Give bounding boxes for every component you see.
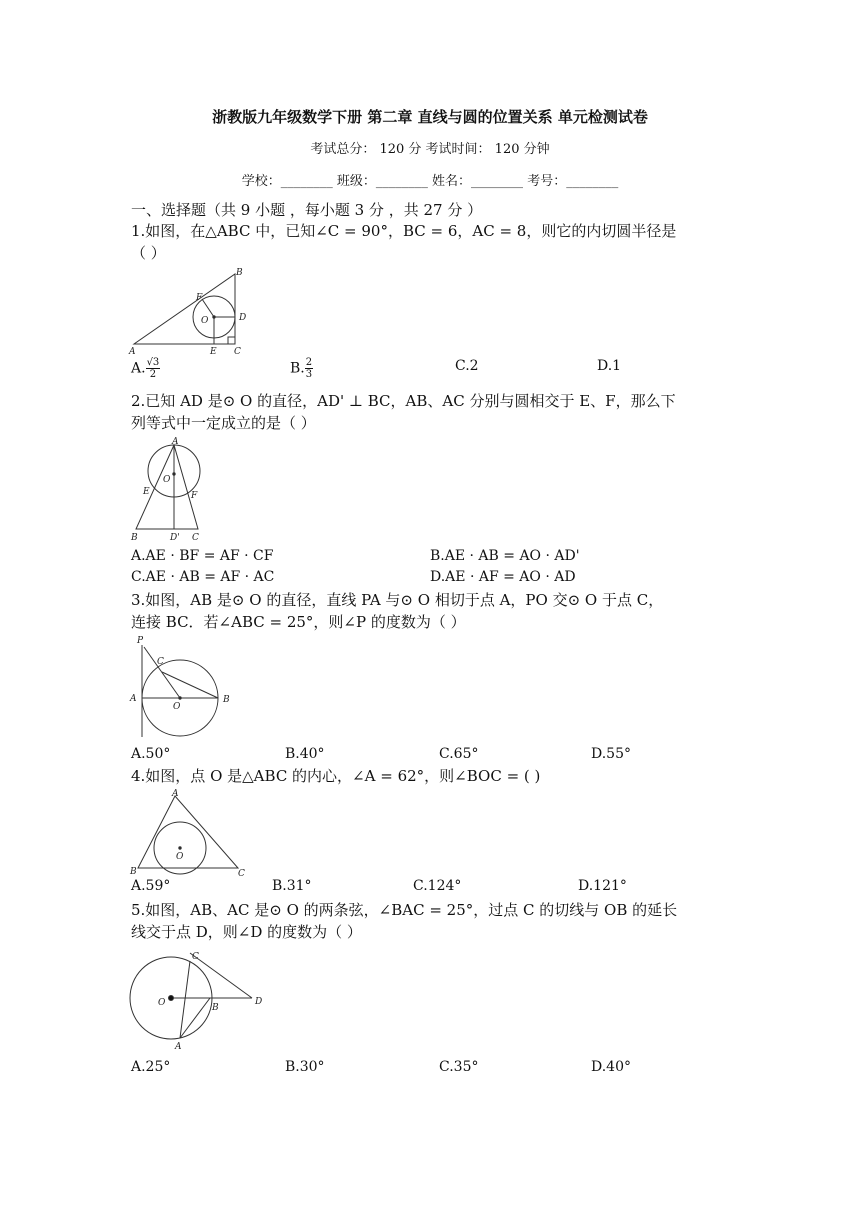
question-2-line-2: 列等式中一定成立的是（ ） [131,414,316,432]
question-1-option-b: B. $\frac{2}{3}$ [290,357,313,380]
question-1-option-d: D.1 [597,358,622,374]
question-5-option-d: D.40° [591,1059,631,1075]
question-3-line-1: 3.如图，AB 是⊙ O 的直径，直线 PA 与⊙ O 相切于点 A，PO 交⊙ O 于点 C， [131,591,664,609]
question-1-line-2: （ ） [131,244,166,262]
q1-label-b: B [236,268,243,278]
question-3-option-b: B.40° [285,746,325,762]
q4-label-c: C [238,869,245,878]
q4-label-o: O [176,852,184,862]
q3-label-p: P [137,636,144,646]
q2-label-d-prime: D' [170,533,180,543]
q1-label-d: D [239,313,247,323]
q1-label-a: A [129,347,136,356]
question-1-line-1: 1.如图，在△ABC 中，已知∠C = 90°，BC = 6，AC = 8，则它的内切圆半径是 [131,222,677,240]
question-4-option-a: A.59° [131,878,171,894]
question-3-option-c: C.65° [439,746,479,762]
question-1-figure [128,266,252,356]
question-2-line-1: 2.已知 AD 是⊙ O 的直径，AD' ⊥ BC，AB、AC 分别与圆相交于 E、F，那么下 [131,392,676,410]
q5-label-b: B [212,1003,219,1013]
question-5-option-b: B.30° [285,1059,325,1075]
q1-label-c: C [234,347,241,356]
question-5-figure [128,947,268,1053]
q2-label-e: E [143,487,150,497]
question-2-option-d: D.AE · AF = AO · AD [430,569,576,585]
q3-label-b: B [223,695,230,705]
q2-label-o: O [163,475,171,485]
question-5-option-a: A.25° [131,1059,171,1075]
q1-label-e: E [210,347,217,356]
q3-label-c: C [157,657,164,667]
question-2-option-a: A.AE · BF = AF · CF [131,548,274,564]
question-5-line-2: 线交于点 D，则∠D 的度数为（ ） [131,923,362,941]
q2-label-f: F [191,491,198,501]
question-3-figure [128,633,236,739]
student-info: 学校：________ 班级：________ 姓名：________ 考号：________ [241,174,619,189]
question-5-line-1: 5.如图，AB、AC 是⊙ O 的两条弦，∠BAC = 25°，过点 C 的切线与 OB 的延长 [131,901,678,919]
q3-label-o: O [173,702,181,712]
q5-label-o: O [158,998,166,1008]
question-2-figure [128,436,208,544]
question-3-option-a: A.50° [131,746,171,762]
question-2-option-b: B.AE · AB = AO · AD' [430,548,580,564]
question-4-option-c: C.124° [413,878,462,894]
question-3-line-2: 连接 BC．若∠ABC = 25°，则∠P 的度数为（ ） [131,613,466,631]
question-5-option-c: C.35° [439,1059,479,1075]
question-1-option-c: C.2 [455,358,479,374]
question-4-line-1: 4.如图，点 O 是△ABC 的内心，∠A = 62°，则∠BOC = ( ) [131,767,541,785]
question-2-option-c: C.AE · AB = AF · AC [131,569,275,585]
q1-label-f: F [196,293,203,303]
q4-label-a: A [172,789,179,799]
q3-label-a: A [130,694,137,704]
exam-title: 浙教版九年级数学下册 第二章 直线与圆的位置关系 单元检测试卷 [212,108,648,126]
question-4-option-b: B.31° [272,878,312,894]
q5-label-a: A [175,1042,182,1052]
q5-label-d: D [255,997,263,1007]
q2-label-a: A [172,437,179,447]
question-4-figure [128,786,250,878]
question-4-option-d: D.121° [578,878,627,894]
question-1-option-a: A. $\frac{√3}{2}$ [131,357,160,380]
question-3-option-d: D.55° [591,746,631,762]
exam-info: 考试总分： 120 分 考试时间： 120 分钟 [310,142,550,157]
q5-label-c: C [192,952,199,962]
q1-label-o: O [201,316,209,326]
q2-label-c: C [192,533,199,543]
section-heading: 一、选择题（共 9 小题 ，每小题 3 分 ，共 27 分 ） [131,201,483,219]
q4-label-b: B [130,867,137,877]
q2-label-b: B [131,533,138,543]
